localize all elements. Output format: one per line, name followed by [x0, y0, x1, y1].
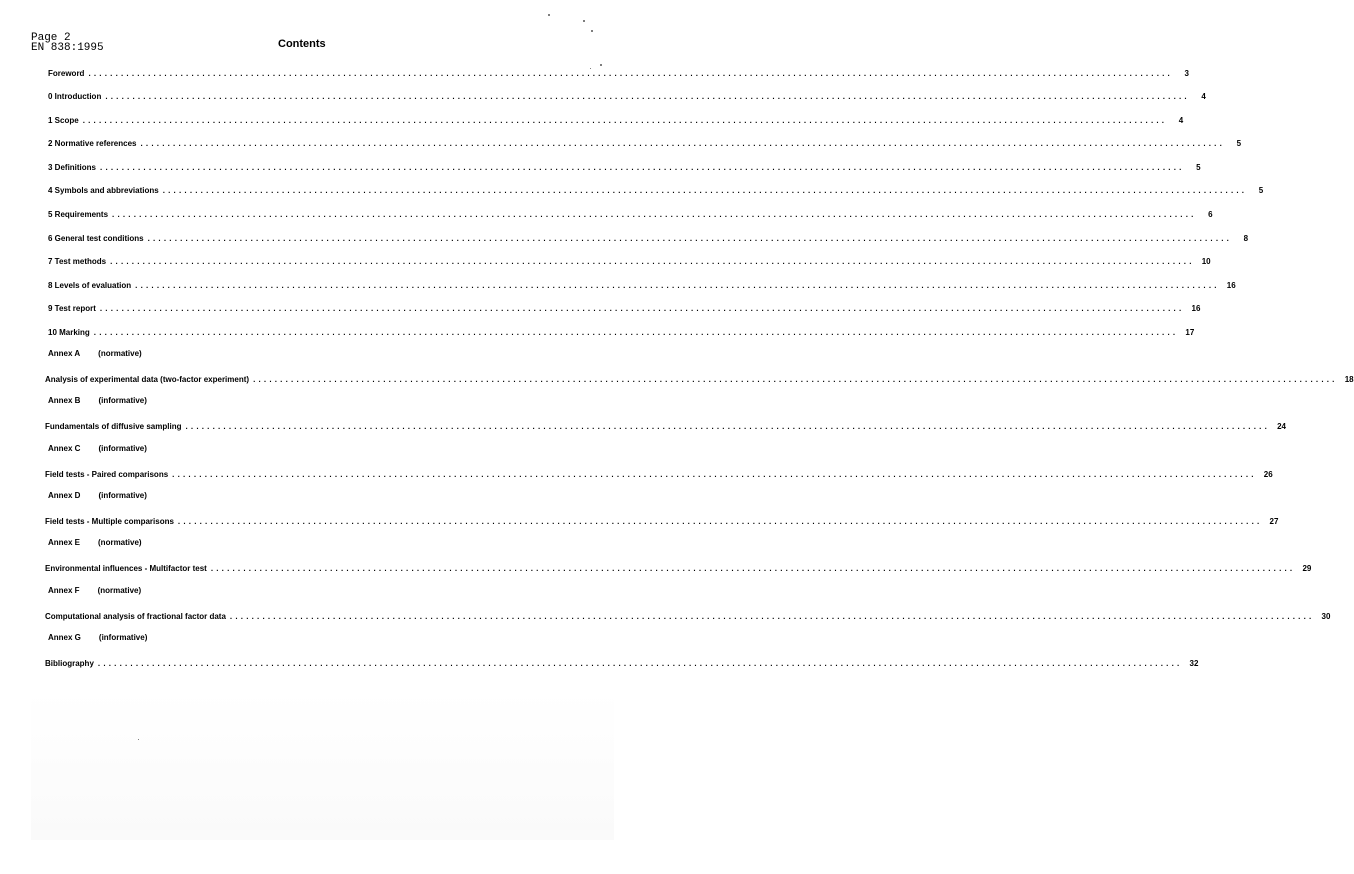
annex-heading: [48, 538, 142, 547]
toc-entry[interactable]: [48, 181, 1264, 195]
scan-shade: [31, 690, 614, 840]
toc-entry[interactable]: [45, 654, 1199, 668]
toc-entry[interactable]: [48, 111, 1184, 125]
dot-leader: ........................................................................................................................................................................................................: [97, 659, 1183, 668]
scan-speck: [590, 68, 591, 69]
toc-entry-label: 1 Scope: [48, 116, 79, 125]
toc-entry-page: 17: [1185, 328, 1195, 337]
annex-name: Annex F: [48, 586, 80, 595]
toc-entry[interactable]: [48, 299, 1201, 313]
dot-leader: ........................................................................................................................................................................................................: [253, 375, 1338, 384]
toc-entry-label: 8 Levels of evaluation: [48, 281, 132, 290]
toc-entry-page: 6: [1208, 210, 1213, 219]
toc-entry-label: 2 Normative references: [48, 139, 137, 148]
toc-entry[interactable]: [45, 465, 1273, 479]
toc-entry[interactable]: [48, 205, 1213, 219]
annex-heading: [48, 396, 147, 405]
toc-entry-label: 10 Marking: [48, 328, 90, 337]
annex-name: Annex A: [48, 349, 81, 358]
toc-entry-page: 29: [1302, 564, 1312, 573]
annex-heading: [48, 586, 141, 595]
toc-entry-label: Analysis of experimental data (two-factor experiment): [45, 375, 250, 384]
toc-entry[interactable]: [45, 559, 1312, 573]
annex-status: (informative): [98, 396, 147, 405]
toc-entry[interactable]: [45, 417, 1286, 431]
annex-status: (informative): [98, 444, 147, 453]
page-header: [31, 33, 104, 53]
toc-entry-page: 3: [1184, 69, 1189, 78]
annex-name: Annex C: [48, 444, 81, 453]
toc-entry[interactable]: [45, 607, 1331, 621]
toc-entry[interactable]: [48, 252, 1211, 266]
dot-leader: ........................................................................................................................................................................................................: [93, 328, 1179, 337]
annex-status: (normative): [97, 586, 142, 595]
dot-leader: ........................................................................................................................................................................................................: [110, 257, 1195, 266]
toc-entry-label: Foreword: [48, 69, 85, 78]
document-number: EN 838:1995: [31, 42, 104, 54]
toc-entry[interactable]: [48, 323, 1195, 337]
toc-entry-label: 0 Introduction: [48, 92, 102, 101]
annex-status: (informative): [98, 633, 148, 642]
dot-leader: ........................................................................................................................................................................................................: [210, 564, 1296, 573]
annex-name: Annex E: [48, 538, 81, 547]
annex-name: Annex B: [48, 396, 81, 405]
toc-entry[interactable]: [45, 370, 1354, 384]
toc-entry-page: 4: [1201, 92, 1206, 101]
dot-leader: ........................................................................................................................................................................................................: [135, 281, 1220, 290]
toc-entry-page: 16: [1226, 281, 1236, 290]
toc-entry[interactable]: [48, 64, 1189, 78]
toc-entry-label: 7 Test methods: [48, 257, 107, 266]
toc-entry[interactable]: [48, 87, 1206, 101]
toc-entry-label: Computational analysis of fractional factor data: [45, 612, 226, 621]
dot-leader: ........................................................................................................................................................................................................: [100, 163, 1185, 172]
dot-leader: ........................................................................................................................................................................................................: [177, 517, 1263, 526]
annex-name: Annex D: [48, 491, 81, 500]
toc-entry-page: 5: [1196, 163, 1201, 172]
toc-entry-label: Field tests - Paired comparisons: [45, 470, 169, 479]
toc-entry[interactable]: [48, 134, 1242, 148]
dot-leader: ........................................................................................................................................................................................................: [88, 69, 1173, 78]
annex-status: (normative): [98, 349, 142, 358]
page-title: Contents: [278, 38, 326, 50]
toc-entry-page: 30: [1321, 612, 1331, 621]
dot-leader: ........................................................................................................................................................................................................: [162, 186, 1248, 195]
annex-status: (informative): [98, 491, 147, 500]
scan-speck: [548, 14, 550, 16]
toc-entry-label: 3 Definitions: [48, 163, 97, 172]
toc-entry[interactable]: [48, 276, 1236, 290]
dot-leader: ........................................................................................................................................................................................................: [147, 234, 1233, 243]
toc-entry[interactable]: [48, 229, 1249, 243]
dot-leader: ........................................................................................................................................................................................................: [229, 612, 1315, 621]
toc-entry-page: 10: [1201, 257, 1211, 266]
toc-entry-page: 27: [1269, 517, 1279, 526]
toc-entry-page: 16: [1191, 304, 1201, 313]
toc-entry-label: 4 Symbols and abbreviations: [48, 186, 159, 195]
dot-leader: ........................................................................................................................................................................................................: [99, 304, 1185, 313]
toc-entry-label: 9 Test report: [48, 304, 96, 313]
toc-entry-label: 6 General test conditions: [48, 234, 144, 243]
toc-entry-page: 18: [1344, 375, 1354, 384]
annex-status: (normative): [98, 538, 142, 547]
toc-entry-label: Field tests - Multiple comparisons: [45, 517, 174, 526]
toc-entry-page: 26: [1263, 470, 1273, 479]
toc-entry-label: 5 Requirements: [48, 210, 109, 219]
dot-leader: ........................................................................................................................................................................................................: [105, 92, 1190, 101]
dot-leader: ........................................................................................................................................................................................................: [140, 139, 1226, 148]
toc-entry[interactable]: [48, 158, 1201, 172]
scan-speck: [583, 20, 585, 22]
scan-speck: [591, 30, 593, 32]
toc-entry-page: 8: [1243, 234, 1249, 243]
toc-entry-page: 4: [1178, 116, 1184, 125]
toc-entry-label: Environmental influences - Multifactor test: [45, 564, 207, 573]
toc-entry-page: 32: [1189, 659, 1199, 668]
scan-speck: [600, 64, 602, 66]
annex-heading: [48, 491, 147, 500]
dot-leader: ........................................................................................................................................................................................................: [82, 116, 1168, 125]
page-label: Page 2: [31, 32, 71, 44]
toc-entry-page: 5: [1258, 186, 1264, 195]
annex-name: Annex G: [48, 633, 81, 642]
toc-entry-label: Fundamentals of diffusive sampling: [45, 422, 182, 431]
toc-entry-page: 24: [1277, 422, 1286, 431]
annex-heading: [48, 444, 147, 453]
annex-heading: [48, 349, 142, 358]
toc-entry-page: 5: [1236, 139, 1242, 148]
scan-speck: [138, 739, 139, 740]
toc-entry[interactable]: [45, 512, 1279, 526]
annex-heading: [48, 633, 147, 642]
dot-leader: ........................................................................................................................................................................................................: [185, 422, 1270, 431]
dot-leader: ........................................................................................................................................................................................................: [172, 470, 1257, 479]
toc-entry-label: Bibliography: [45, 659, 94, 668]
dot-leader: ........................................................................................................................................................................................................: [112, 210, 1197, 219]
